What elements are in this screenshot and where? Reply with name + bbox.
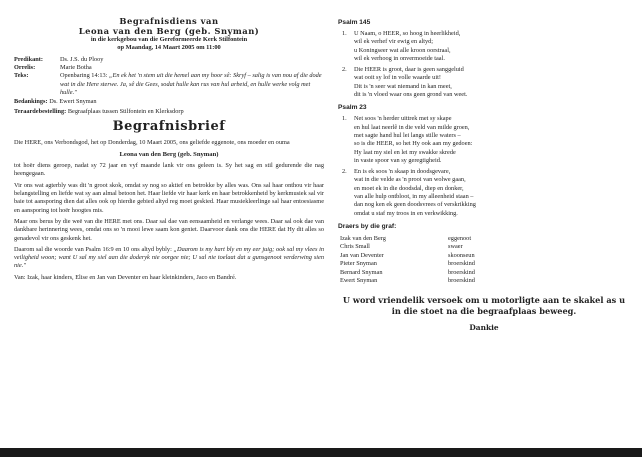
verse <box>338 66 630 99</box>
draers-title: Draers by die graf: <box>338 222 397 230</box>
verse-text <box>354 66 630 99</box>
table-row <box>340 277 475 285</box>
brief-paragraph: Die HERE, ons Verbondsgod, het op Donderdag, 10 Maart 2005, ons geliefde eggenote, ons moeder en ouma <box>14 138 290 146</box>
teraarde-line <box>14 108 324 116</box>
info-label: Predikant: <box>14 55 43 63</box>
teraarde-value: Begraafplaas tussen Stilfontein en Klerksdorp <box>67 107 184 115</box>
verse <box>338 168 630 218</box>
headlights-notice: U word vriendelik versoek om u motorligte aan te skakel as u in die stoet na die begraafplaas beweeg. <box>342 295 626 317</box>
verse-line: so is die HEER, so het Hy ook aan my gedoen: <box>354 140 473 148</box>
bearer-relation: swaer <box>448 243 463 251</box>
table-row <box>340 260 475 268</box>
psalm-quote: „Daarom is my hart bly en my eer juig; ook sal my vlees in veiligheid woon; want U sal my siel aan die doderyk nie oorgee nie; U sal nie toelaat dat u gunsgenoot verderwing sien nie." <box>14 245 324 270</box>
brief-heading: Begrafnisbrief <box>112 118 226 134</box>
scripture-reference: Openbaring 14:13: <box>60 72 108 80</box>
verse-line: Hy laat my siel en lei my swakke skrede <box>354 148 456 156</box>
bearer-relation: skoonseun <box>448 251 475 259</box>
verse-text <box>354 115 630 165</box>
left-column <box>14 16 324 285</box>
scripture-quote: „En ek het 'n stem uit die hemel aan my hoor sê: Skryf – salig is van nou af die dode wat in die Here sterwe. Ja, sê die Gees, sodat hulle kan rus van hul arbeid, en hulle werke volg met hulle." <box>60 72 322 96</box>
info-row-predikant <box>14 56 324 64</box>
info-row-teks <box>14 72 324 97</box>
bearer-name: Jan van Deventer <box>340 251 384 259</box>
right-column <box>338 18 630 332</box>
verse-line: dit is 'n vloed waar ons geen grond van weet. <box>354 91 468 99</box>
table-row <box>340 235 475 243</box>
info-value: Ds. J.S. du Plooy <box>60 55 104 63</box>
table-row <box>340 269 475 277</box>
verse-line: dan nog ken ek geen doodsvrees of verskrikking <box>354 201 476 209</box>
brief-paragraph: tot hoër diens geroep, nadat sy 72 jaar en vyf maande lank vir ons geleen is. Sy het sag en stil gedurende die nag heengegaan. <box>14 162 324 178</box>
service-title: Begrafnisdiens van <box>119 16 219 26</box>
verse-line: en moet ek in die doodsdal, diep en donker, <box>354 184 464 192</box>
verse-line: wil ek verhef vir ewig en altyd; <box>354 38 434 46</box>
psalm-intro: Daarom sal die woorde van Psalm 16:9 en 10 ons altyd bybly: <box>14 245 172 253</box>
verse-line: wil ek verhoog in onvermoeide taal. <box>354 54 445 62</box>
bearer-relation: broerskind <box>448 268 475 276</box>
verse-number: 2. <box>342 66 347 74</box>
table-row <box>340 243 475 251</box>
dankie: Dankie <box>469 323 499 333</box>
bearer-relation: broerskind <box>448 260 475 268</box>
bedankings-value: Ds. Ewert Snyman <box>49 98 97 106</box>
verse-line: in vaste spoor van sy geregtigheid. <box>354 156 442 164</box>
psalm-145-verses <box>338 30 630 99</box>
psalm-23-verses <box>338 115 630 218</box>
verse-line: U Naam, o HEER, so hoog in heerlikheid, <box>354 30 461 37</box>
verse-line: Die HEER is groot, daar is geen sanggeluid <box>354 66 464 74</box>
verse-number: 1. <box>342 30 347 37</box>
brief-signoff: Van: Izak, haar kinders, Elise en Jan van Deventer en haar kleinkinders, Jaco en Bandré. <box>14 273 237 281</box>
psalm-23-title: Psalm 23 <box>338 104 367 112</box>
verse-line: wat in die velde as 'n prooi van wolwe gaan, <box>354 176 466 184</box>
deceased-title: Leona van den Berg (geb. Snyman) <box>78 26 260 36</box>
verse-line: En is ek soos 'n skaap in doodsgevare, <box>354 168 451 176</box>
verse-line: en hul laat neerlê in die veld van milde groen, <box>354 123 470 131</box>
verse-line: omdat u staf my troos in en verkwikking. <box>354 209 458 217</box>
bearer-name: Izak van den Berg <box>340 234 386 242</box>
verse <box>338 115 630 165</box>
brief-paragraph-psalm <box>14 246 324 271</box>
verse-line: u Koningseer wat alle kroon oorstraal, <box>354 46 451 54</box>
bearer-relation: broerskind <box>448 276 475 284</box>
teraarde-label: Teraardebestelling: <box>14 107 67 115</box>
date-line: op Maandag, 14 Maart 2005 om 11:00 <box>117 44 221 52</box>
bearer-name: Ewert Snyman <box>340 276 378 284</box>
verse-text <box>354 30 630 63</box>
venue-line: in die kerkgebou van die Gereformeerde Kerk Stilfontein <box>90 36 248 43</box>
bearer-name: Bernard Snyman <box>340 268 383 276</box>
psalm-145-title: Psalm 145 <box>338 19 371 26</box>
scripture-text <box>60 72 324 97</box>
draers-table <box>340 235 475 285</box>
verse-line: Net soos 'n herder uittrek met sy skape <box>354 115 452 123</box>
service-info <box>14 56 324 97</box>
verse-number: 2. <box>342 168 347 176</box>
table-row <box>340 252 475 260</box>
scan-edge <box>0 448 642 457</box>
verse <box>338 30 630 63</box>
verse-line: Dit is 'n seer wat niemand in kan meet, <box>354 82 452 90</box>
brief-paragraph: Maar ons berus by die weë van die HERE met ons. Daar sal dae van eensaamheid en verlange wees. Daar sal ook dae van dankbare herinnering wees, omdat ons so 'n mooi lewe saam kon geniet. Daarvoor dank ons die HERE dat Hy dit alles so genadevol vir ons geskenk het. <box>14 217 324 242</box>
bearer-relation: eggenoot <box>448 234 472 242</box>
verse-line: wat ooit sy lof in volle waarde uit! <box>354 74 441 82</box>
bearer-name: Chris Small <box>340 243 370 251</box>
deceased-name: Leona van den Berg (geb. Snyman) <box>119 151 219 159</box>
verse-number: 1. <box>342 115 347 123</box>
info-row-orrelis <box>14 64 324 72</box>
bedankings-label: Bedankings: <box>14 98 48 106</box>
info-label: Orrelis: <box>14 64 36 72</box>
bedankings-line <box>14 98 324 106</box>
verse-text <box>354 168 630 218</box>
brief-paragraph: Vir ons wat agterbly was dit 'n groot skok, omdat sy nog so aktief en betrokke by alles was. Ons sal haar onthou vir haar belangstelling en liefde wat sy aan almal betoon het. Haar liefde vir haar kerk en haar betrokkenheid by kerkmusiek sal vir baie tot aansporing dien dat alles ook op hierdie gebied altyd reg moet geskied. Haar musiekleerlinge sal haar entoesiasme en aansporing tot hoër hoogtes mis. <box>14 181 324 214</box>
verse-line: met sagte hand hul lei langs stille waters – <box>354 131 461 139</box>
info-value: Marie Botha <box>60 64 92 72</box>
verse-line: van alle hulp ontbloot, in my alleenheid staan – <box>354 193 474 201</box>
info-label: Teks: <box>14 72 29 80</box>
bearer-name: Pieter Snyman <box>340 260 377 268</box>
